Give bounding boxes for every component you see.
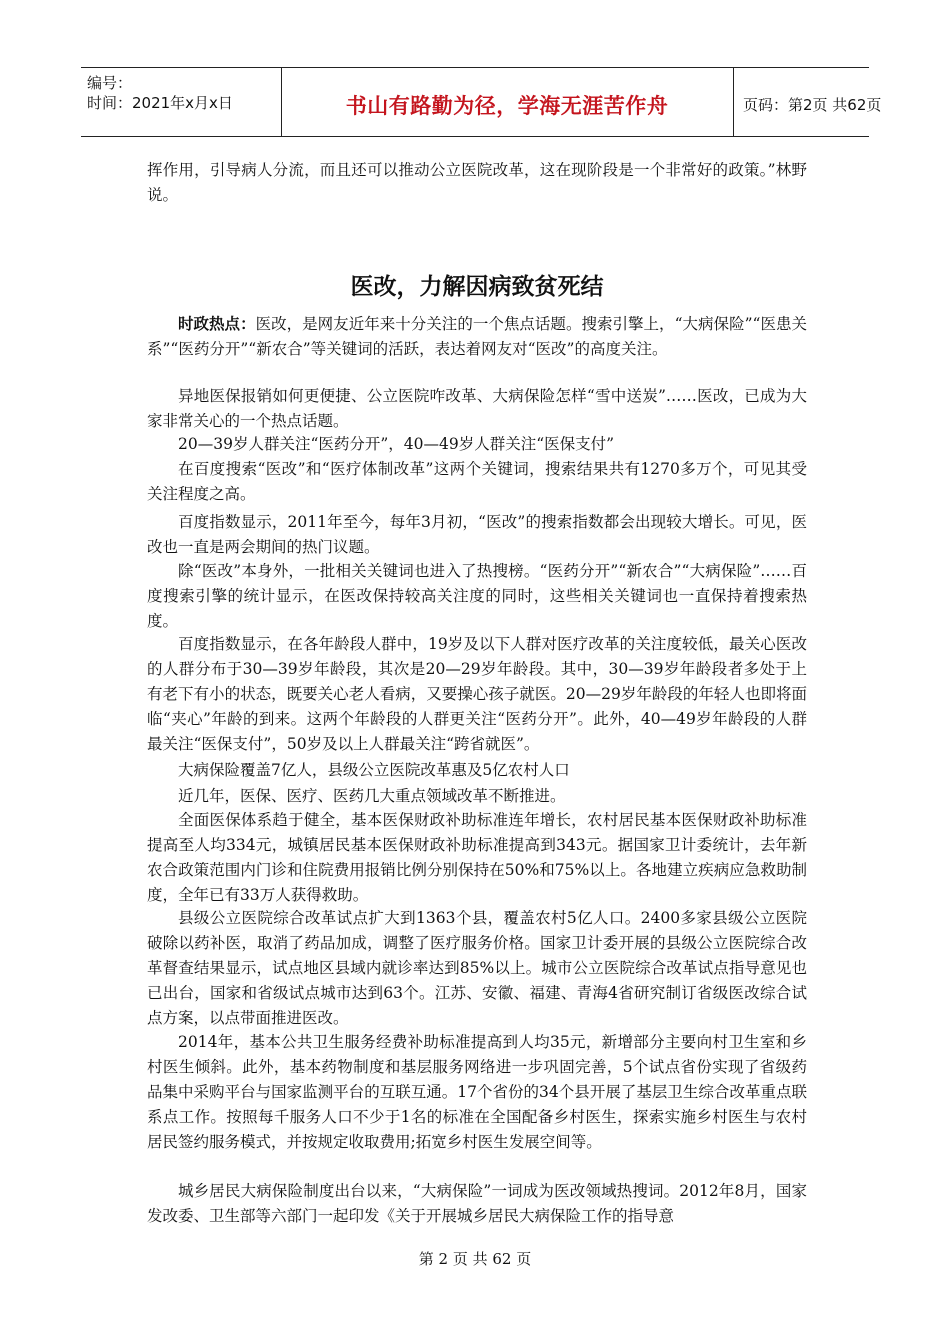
paragraph: 异地医保报销如何更便捷、公立医院咋改革、大病保险怎样“雪中送炭”……医改，已成为大家非常关心的一个热点话题。 (147, 387, 807, 430)
page-footer: 第 2 页 共 62 页 (418, 1250, 532, 1268)
lead-text: 医改，是网友近年来十分关注的一个焦点话题。搜索引擎上，“大病保险”“医患关系”“医药分开”“新农合”等关键词的活跃，表达着网友对“医改”的高度关注。 (147, 315, 807, 358)
page-number-label: 页码：第2页 共62页 (743, 96, 882, 114)
lead-label: 时政热点： (178, 315, 256, 333)
paragraph: 近几年，医保、医疗、医药几大重点领域改革不断推进。 (178, 787, 566, 805)
paragraph: 城乡居民大病保险制度出台以来，“大病保险”一词成为医改领域热搜词。2012年8月，国家发改委、卫生部等六部门一起印发《关于开展城乡居民大病保险工作的指导意 (147, 1182, 807, 1225)
continuation-paragraph: 挥作用，引导病人分流，而且还可以推动公立医院改革，这在现阶段是一个非常好的政策。”林野说。 (147, 161, 807, 204)
paragraph: 全面医保体系趋于健全，基本医保财政补助标准连年增长，农村居民基本医保财政补助标准提高至人均334元，城镇居民基本医保财政补助标准提高到343元。据国家卫计委统计，去年新农合政策范围内门诊和住院费用报销比例分别保持在50%和75%以上。各地建立疾病应急救助制度，全年已有33万人获得救助。 (147, 811, 807, 904)
paragraph: 百度指数显示，2011年至今，每年3月初，“医改”的搜索指数都会出现较大增长。可见，医改也一直是两会期间的热门议题。 (147, 513, 807, 556)
document-date: 时间：2021年x月x日 (87, 94, 233, 112)
paragraph: 县级公立医院综合改革试点扩大到1363个县，覆盖农村5亿人口。2400多家县级公立医院破除以药补医，取消了药品加成，调整了医疗服务价格。国家卫计委开展的县级公立医院综合改革督查结果显示，试点地区县域内就诊率达到85%以上。城市公立医院综合改革试点指导意见也已出台，国家和省级试点城市达到63个。江苏、安徽、福建、青海4省研究制订省级医改综合试点方案，以点带面推进医改。 (147, 909, 807, 1027)
article-title: 医改，力解因病致贫死结 (350, 274, 604, 300)
lead-paragraph (147, 312, 807, 362)
paragraph: 2014年，基本公共卫生服务经费补助标准提高到人均35元，新增部分主要向村卫生室和乡村医生倾斜。此外，基本药物制度和基层服务网络进一步巩固完善，5个试点省份实现了省级药品集中采购平台与国家监测平台的互联互通。17个省份的34个县开展了基层卫生综合改革重点联系点工作。按照每千服务人口不少于1名的标准在全国配备乡村医生，探索实施乡村医生与农村居民签约服务模式，并按规定收取费用;拓宽乡村医生发展空间等。 (147, 1033, 807, 1151)
subheading: 20—39岁人群关注“医药分开”，40—49岁人群关注“医保支付” (178, 435, 615, 453)
header-meta-cell (81, 68, 282, 136)
paragraph: 除“医改”本身外，一批相关关键词也进入了热搜榜。“医药分开”“新农合”“大病保险”……百度搜索引擎的统计显示，在医改保持较高关注度的同时，这些相关关键词也一直保持着搜索热度。 (147, 562, 807, 630)
page-header (81, 67, 882, 137)
paragraph: 在百度搜索“医改”和“医疗体制改革”这两个关键词，搜索结果共有1270多万个，可见其受关注程度之高。 (147, 460, 807, 503)
motto: 书山有路勤为径，学海无涯苦作舟 (345, 94, 669, 118)
subheading: 大病保险覆盖7亿人，县级公立医院改革惠及5亿农村人口 (178, 761, 570, 779)
document-number: 编号： (87, 74, 133, 92)
paragraph: 百度指数显示，在各年龄段人群中，19岁及以下人群对医疗改革的关注度较低，最关心医改的人群分布于30—39岁年龄段，其次是20—29岁年龄段。其中，30—39岁年龄段者多处于上有老下有小的状态，既要关心老人看病，又要操心孩子就医。20—29岁年龄段的年轻人也即将面临“夹心”年龄的到来。这两个年龄段的人群更关注“医药分开”。此外，40—49岁年龄段的人群最关注“医保支付”，50岁及以上人群最关注“跨省就医”。 (147, 635, 807, 753)
header-page-cell (733, 68, 882, 136)
header-motto-cell (281, 68, 734, 136)
